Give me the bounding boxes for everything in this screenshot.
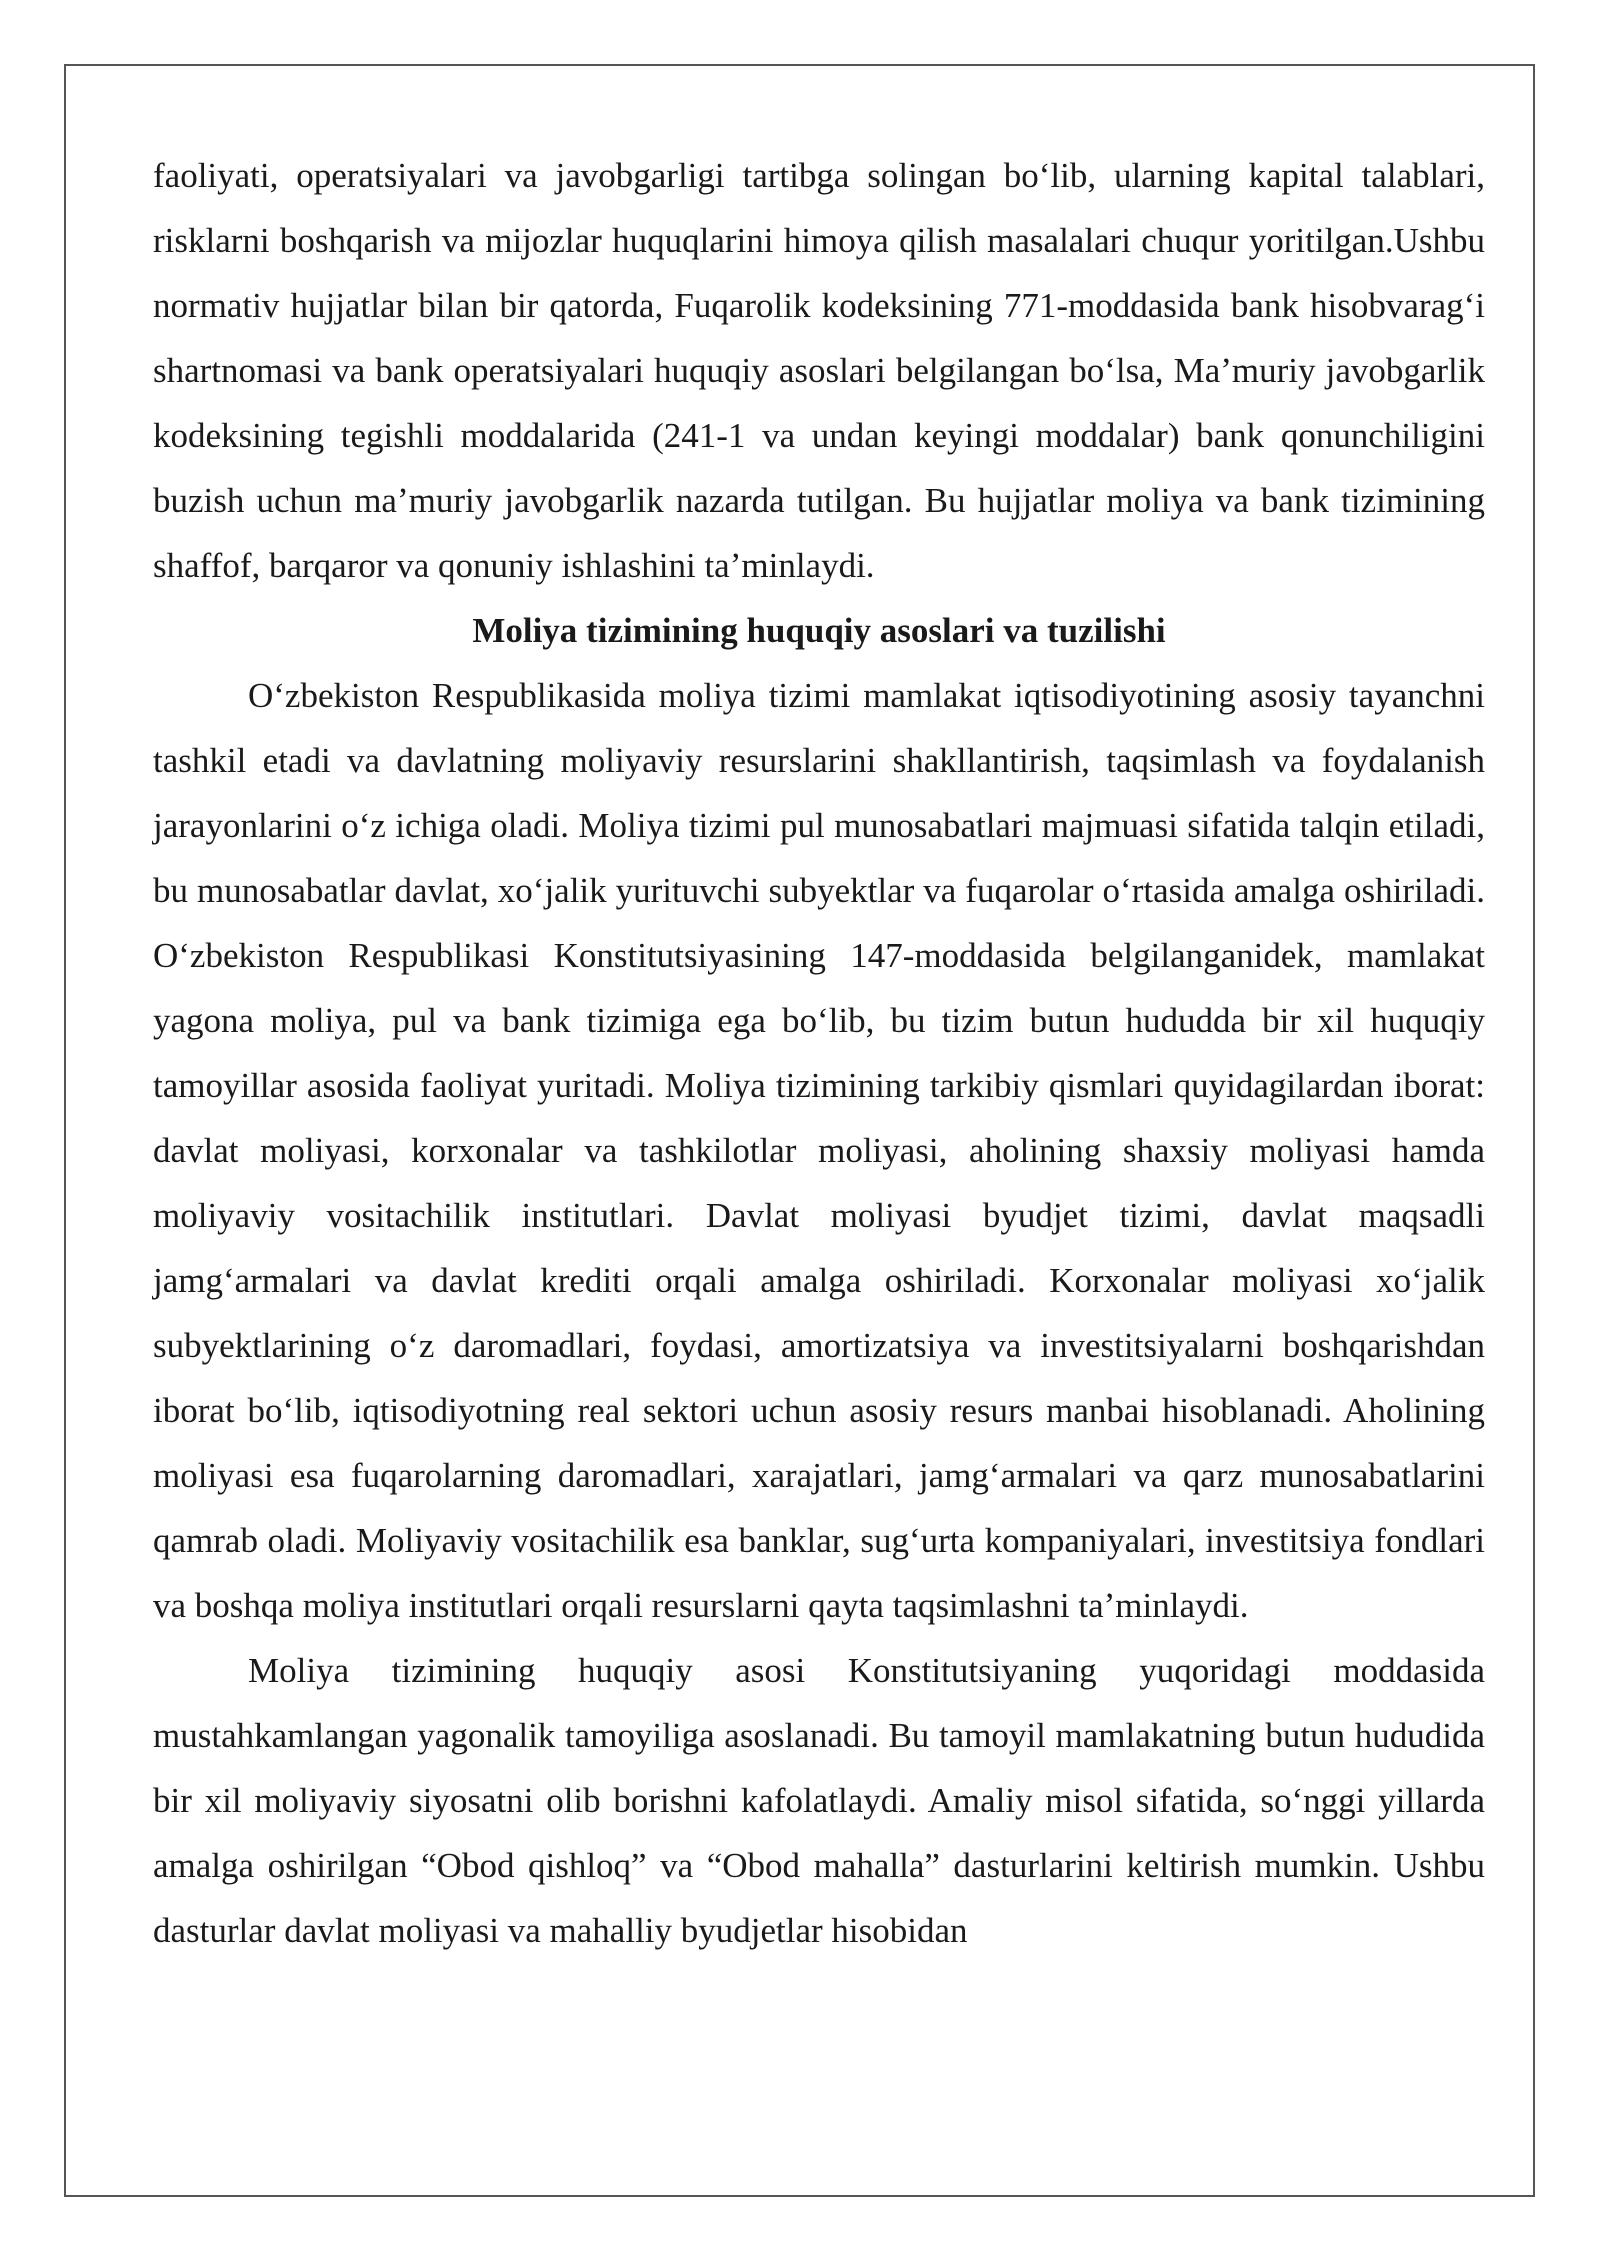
section-heading: Moliya tizimining huquqiy asoslari va tuzilishi [472, 611, 1166, 650]
paragraph-1: faoliyati, operatsiyalari va javobgarligi tartibga solingan boʻlib, ularning kapital talablari, risklarni boshqarish va mijozlar huquqlarini himoya qilish masalalari chuqur yoritilgan.Ushbu normativ hujjatlar bilan bir qatorda, Fuqarolik kodeksining 771-moddasida bank hisobvaragʻi shartnomasi va bank operatsiyalari huquqiy asoslari belgilangan boʻlsa, Maʼmuriy javobgarlik kodeksining tegishli moddalarida (241-1 va undan keyingi moddalar) bank qonunchiligini buzish uchun maʼmuriy javobgarlik nazarda tutilgan. Bu hujjatlar moliya va bank tizimining shaffof, barqaror va qonuniy ishlashini taʼminlaydi. [153, 156, 1485, 585]
paragraph-3: Moliya tizimining huquqiy asosi Konstitutsiyaning yuqoridagi moddasida mustahkamlangan yagonalik tamoyiliga asoslanadi. Bu tamoyil mamlakatning butun hududida bir xil moliyaviy siyosatni olib borishni kafolatlaydi. Amaliy misol sifatida, soʻnggi yillarda amalga oshirilgan “Obod qishloq” va “Obod mahalla” dasturlarini keltirish mumkin. Ushbu dasturlar davlat moliyasi va mahalliy byudjetlar hisobidan [153, 1651, 1485, 1950]
paragraph-2: Oʻzbekiston Respublikasida moliya tizimi mamlakat iqtisodiyotining asosiy tayanchni tashkil etadi va davlatning moliyaviy resurslarini shakllantirish, taqsimlash va foydalanish jarayonlarini oʻz ichiga oladi. Moliya tizimi pul munosabatlari majmuasi sifatida talqin etiladi, bu munosabatlar davlat, xoʻjalik yurituvchi subyektlar va fuqarolar oʻrtasida amalga oshiriladi. Oʻzbekiston Respublikasi Konstitutsiyasining 147-moddasida belgilanganidek, mamlakat yagona moliya, pul va bank tizimiga ega boʻlib, bu tizim butun hududda bir xil huquqiy tamoyillar asosida faoliyat yuritadi. Moliya tizimining tarkibiy qismlari quyidagilardan iborat: davlat moliyasi, korxonalar va tashkilotlar moliyasi, aholining shaxsiy moliyasi hamda moliyaviy vositachilik institutlari. Davlat moliyasi byudjet tizimi, davlat maqsadli jamgʻarmalari va davlat krediti orqali amalga oshiriladi. Korxonalar moliyasi xoʻjalik subyektlarining oʻz daromadlari, foydasi, amortizatsiya va investitsiyalarni boshqarishdan iborat boʻlib, iqtisodiyotning real sektori uchun asosiy resurs manbai hisoblanadi. Aholining moliyasi esa fuqarolarning daromadlari, xarajatlari, jamgʻarmalari va qarz munosabatlarini qamrab oladi. Moliyaviy vositachilik esa banklar, sugʻurta kompaniyalari, investitsiya fondlari va boshqa moliya institutlari orqali resurslarni qayta taqsimlashni taʼminlaydi. [153, 676, 1485, 1625]
document-body [153, 143, 1485, 1963]
